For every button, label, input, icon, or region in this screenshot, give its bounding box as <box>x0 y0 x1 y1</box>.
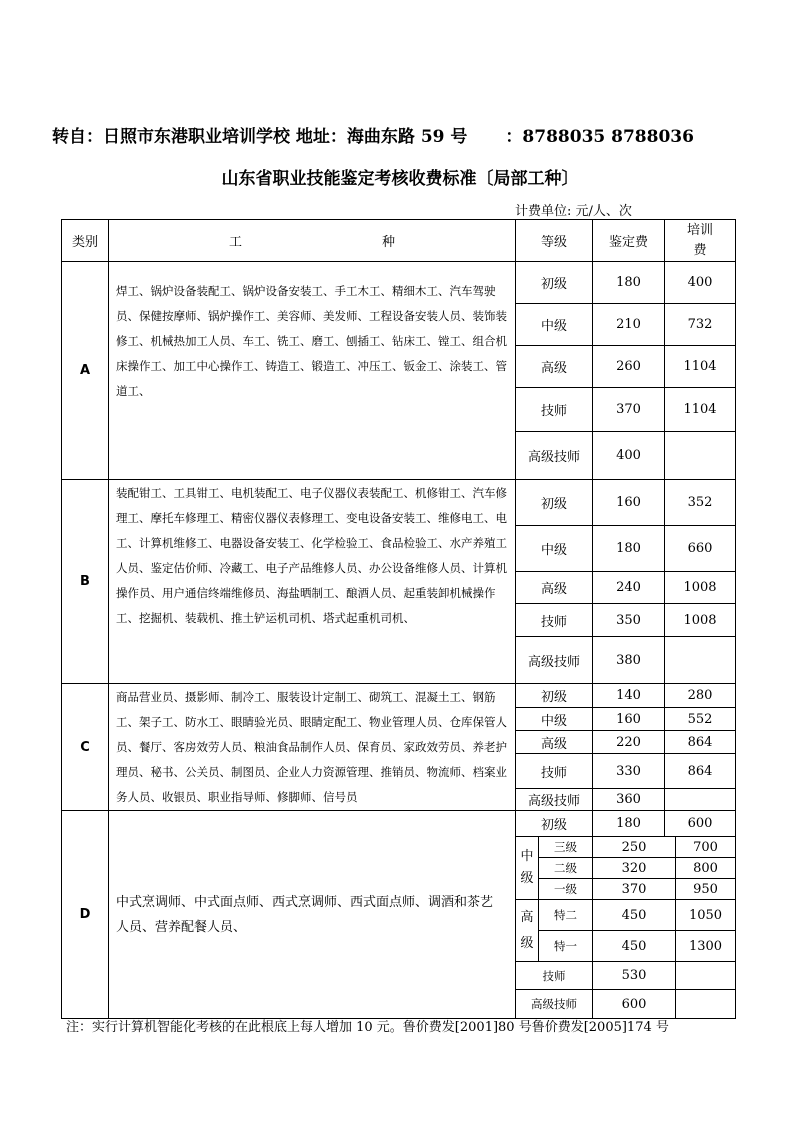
sublevel-cell: 特一 <box>539 931 593 962</box>
level-cell: 初级 <box>516 262 593 304</box>
training-fee-cell: 400 <box>665 262 736 304</box>
training-fee-cell: 1008 <box>665 604 736 637</box>
footnote: 注：实行计算机智能化考核的在此根底上每人增加 10 元。鲁价费发[2001]80 号鲁价费发[2005]174 号 <box>66 1020 669 1035</box>
appraisal-fee-cell: 160 <box>593 480 665 526</box>
training-fee-cell: 1008 <box>665 572 736 604</box>
appraisal-fee-cell: 380 <box>593 637 665 684</box>
training-fee-cell <box>665 788 736 810</box>
level-cell: 高级技师 <box>516 432 593 480</box>
level-cell: 高级 <box>516 731 593 754</box>
appraisal-fee-cell: 220 <box>593 731 665 754</box>
level-cell: 技师 <box>516 388 593 432</box>
appraisal-fee-cell: 530 <box>593 962 676 990</box>
phone-numbers: ：8788035 8788036 <box>505 127 694 147</box>
appraisal-fee-cell: 400 <box>593 432 665 480</box>
training-fee-cell: 280 <box>665 684 736 708</box>
training-fee-cell: 732 <box>665 304 736 346</box>
training-fee-cell: 352 <box>665 480 736 526</box>
training-fee-cell: 600 <box>665 811 736 837</box>
high-level-label: 高 级 <box>516 900 539 962</box>
level-cell: 高级 <box>516 572 593 604</box>
job-list: 商品营业员、摄影师、制冷工、服装设计定制工、砌筑工、混凝土工、钢筋工、架子工、防水工、眼睛验光员、眼睛定配工、物业管理人员、仓库保管人员、餐厅、客房效劳人员、粮油食品制作人员、保育员、家政效劳员、养老护理员、秘书、公关员、制图员、企业人力资源管理、推销员、物流师、档案业务人员、收银员、职业指导师、修脚师、信号员 <box>109 684 516 811</box>
training-fee-cell: 864 <box>665 731 736 754</box>
level-cell: 高级技师 <box>516 990 593 1019</box>
source-header <box>52 122 694 147</box>
header-job-part2: 种 <box>382 235 396 250</box>
appraisal-fee-cell: 320 <box>593 858 676 879</box>
job-list: 装配钳工、工具钳工、电机装配工、电子仪器仪表装配工、机修钳工、汽车修理工、摩托车修理工、精密仪器仪表修理工、变电设备安装工、维修电工、电工、计算机维修工、电器设备安装工、化学检验工、食品检验工、水产养殖工人员、鉴定估价师、冷藏工、电子产品维修人员、办公设备维修人员、计算机操作员、用户通信终端维修员、海盐晒制工、酿酒人员、起重装卸机械操作工、挖掘机、装载机、推土铲运机司机、塔式起重机司机、 <box>109 480 516 684</box>
category-cell: D <box>62 811 109 1019</box>
page-title: 山东省职业技能鉴定考核收费标准〔局部工种〕 <box>221 169 579 189</box>
appraisal-fee-cell: 160 <box>593 708 665 731</box>
training-fee-cell: 950 <box>676 879 736 900</box>
level-cell: 中级 <box>516 526 593 572</box>
fee-table <box>61 219 736 1019</box>
training-fee-cell: 660 <box>665 526 736 572</box>
appraisal-fee-cell: 600 <box>593 990 676 1019</box>
training-fee-cell <box>665 637 736 684</box>
header-job-part1: 工 <box>228 235 242 250</box>
header-appraisal-fee: 鉴定费 <box>593 220 665 262</box>
appraisal-fee-cell: 180 <box>593 811 665 837</box>
appraisal-fee-cell: 250 <box>593 837 676 858</box>
training-fee-cell <box>665 432 736 480</box>
source-label: 转自：日照市东港职业培训学校 地址：海曲东路 59 号 <box>52 127 468 147</box>
appraisal-fee-cell: 450 <box>593 931 676 962</box>
level-cell: 技师 <box>516 962 593 990</box>
sublevel-cell: 一级 <box>539 879 593 900</box>
unit-label: 计费单位: 元/人、次 <box>515 204 632 219</box>
training-fee-cell: 1104 <box>665 388 736 432</box>
training-fee-cell: 1104 <box>665 346 736 388</box>
level-cell: 初级 <box>516 811 593 837</box>
table-row <box>62 684 736 708</box>
appraisal-fee-cell: 210 <box>593 304 665 346</box>
appraisal-fee-cell: 360 <box>593 788 665 810</box>
training-fee-cell: 864 <box>665 754 736 789</box>
level-cell: 初级 <box>516 480 593 526</box>
level-cell: 中级 <box>516 304 593 346</box>
header-training-fee <box>665 220 736 262</box>
level-cell: 高级 <box>516 346 593 388</box>
header-level: 等级 <box>516 220 593 262</box>
appraisal-fee-cell: 260 <box>593 346 665 388</box>
sublevel-cell: 特二 <box>539 900 593 931</box>
sublevel-cell: 三级 <box>539 837 593 858</box>
training-fee-cell <box>676 962 736 990</box>
header-job <box>109 220 516 262</box>
level-cell: 技师 <box>516 604 593 637</box>
mid-level-label: 中 级 <box>516 837 539 900</box>
appraisal-fee-cell: 350 <box>593 604 665 637</box>
level-cell: 中级 <box>516 708 593 731</box>
appraisal-fee-cell: 180 <box>593 262 665 304</box>
header-training-fee-label: 培训费 <box>686 222 713 258</box>
training-fee-cell: 1300 <box>676 931 736 962</box>
level-cell: 技师 <box>516 754 593 789</box>
training-fee-cell: 1050 <box>676 900 736 931</box>
training-fee-cell: 552 <box>665 708 736 731</box>
appraisal-fee-cell: 370 <box>593 879 676 900</box>
appraisal-fee-cell: 330 <box>593 754 665 789</box>
job-list: 焊工、锅炉设备装配工、锅炉设备安装工、手工木工、精细木工、汽车驾驶员、保健按摩师、锅炉操作工、美容师、美发师、工程设备安装人员、装饰装修工、机械热加工人员、车工、铣工、磨工、刨插工、钻床工、镗工、组合机床操作工、加工中心操作工、铸造工、锻造工、冲压工、钣金工、涂装工、管道工、 <box>109 262 516 480</box>
appraisal-fee-cell: 140 <box>593 684 665 708</box>
table-header-row <box>62 220 736 262</box>
table-row <box>62 811 736 837</box>
category-cell: A <box>62 262 109 480</box>
level-cell: 初级 <box>516 684 593 708</box>
appraisal-fee-cell: 370 <box>593 388 665 432</box>
header-category: 类别 <box>62 220 109 262</box>
table-row <box>62 262 736 304</box>
job-list: 中式烹调师、中式面点师、西式烹调师、西式面点师、调酒和茶艺人员、营养配餐人员、 <box>109 811 516 1019</box>
appraisal-fee-cell: 450 <box>593 900 676 931</box>
training-fee-cell <box>676 990 736 1019</box>
appraisal-fee-cell: 240 <box>593 572 665 604</box>
training-fee-cell: 800 <box>676 858 736 879</box>
sublevel-cell: 二级 <box>539 858 593 879</box>
category-cell: B <box>62 480 109 684</box>
appraisal-fee-cell: 180 <box>593 526 665 572</box>
training-fee-cell: 700 <box>676 837 736 858</box>
level-cell: 高级技师 <box>516 637 593 684</box>
category-cell: C <box>62 684 109 811</box>
level-cell: 高级技师 <box>516 788 593 810</box>
table-row <box>62 480 736 526</box>
